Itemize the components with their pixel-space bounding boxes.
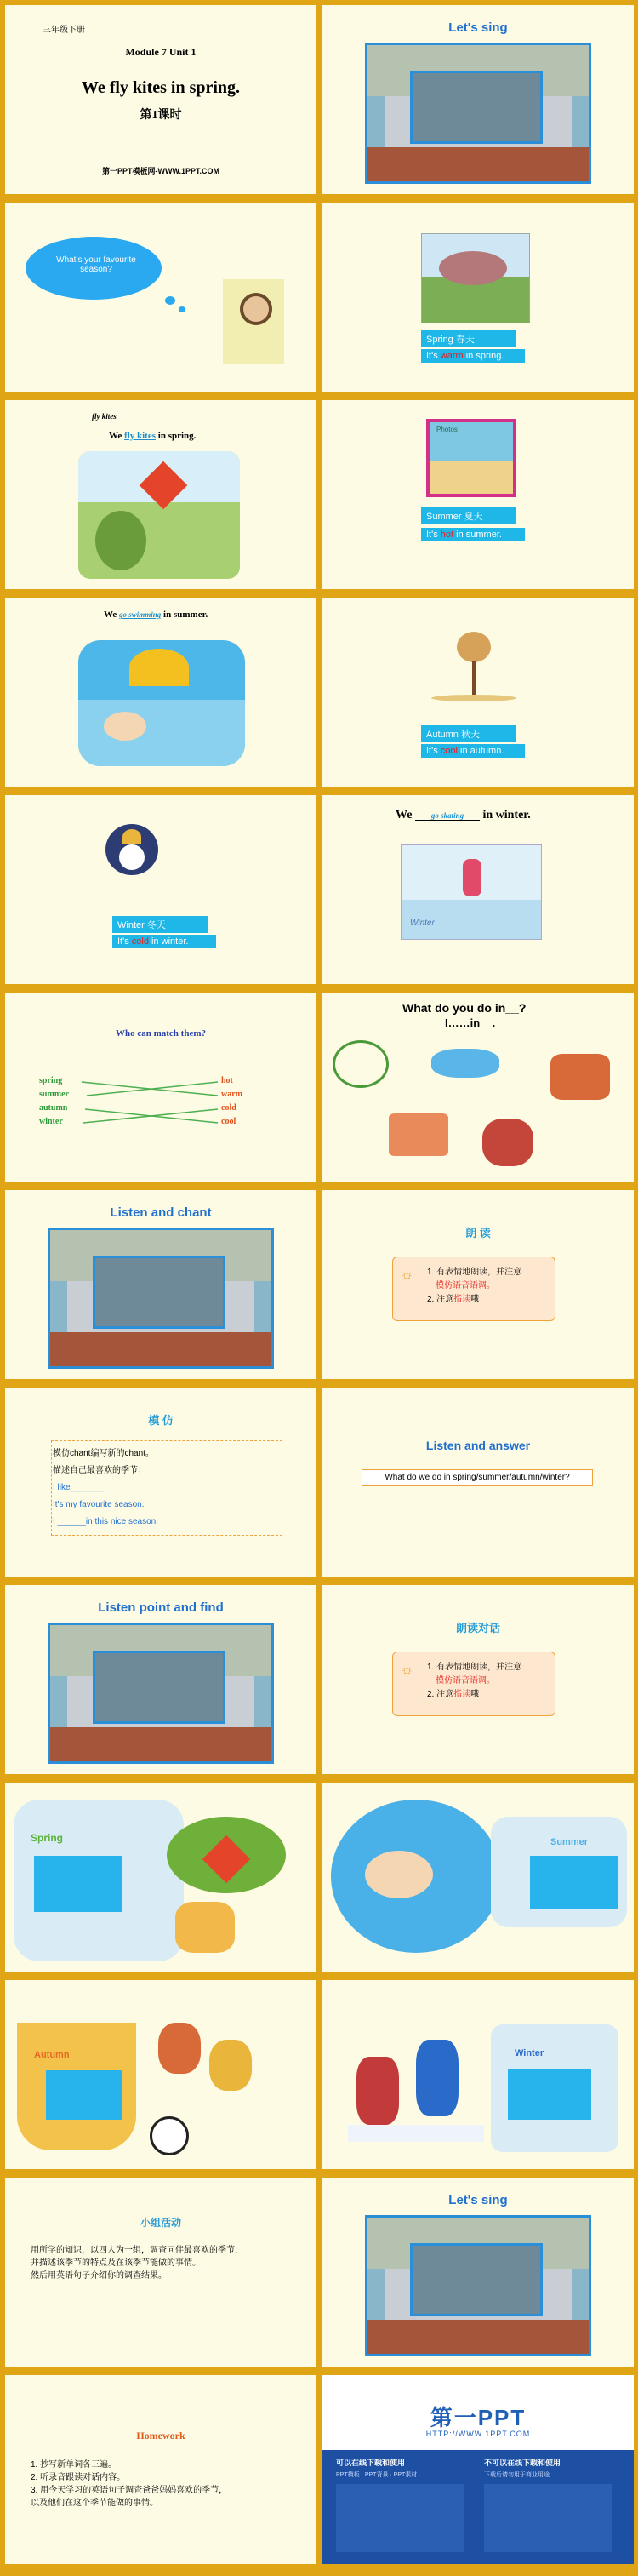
slide-listen-point-find	[5, 1585, 316, 1774]
instruction-box: ☼ 1. 有表情地朗读，并注意 模仿语音语调。 2. 注意指读哦！	[392, 1257, 555, 1321]
answer-box[interactable]	[46, 2070, 122, 2120]
slide-what-do-you-do	[322, 993, 634, 1182]
footer-link[interactable]: 第一PPT模板网-WWW.1PPT.COM	[102, 167, 219, 175]
weather-list: hot warm cold cool	[221, 1076, 242, 1126]
season-label: Autumn	[34, 2050, 70, 2060]
sentence: We go swimming in summer.	[104, 610, 208, 620]
season-label: Summer 夏天	[421, 507, 516, 524]
video-thumbnail[interactable]	[48, 1228, 274, 1369]
link-list-left[interactable]	[336, 2484, 464, 2552]
slide-go-swimming	[5, 598, 316, 787]
video-thumbnail[interactable]	[48, 1623, 274, 1764]
lightbulb-icon: ☼	[400, 1661, 414, 1678]
link-list-right[interactable]	[484, 2484, 612, 2552]
slide-title: Who can match them?	[115, 1028, 207, 1039]
summer-image: Photos	[426, 419, 516, 497]
slide-fly-kites	[5, 400, 316, 589]
slide-title: 模 仿	[148, 1414, 174, 1427]
autumn-image	[141, 2006, 277, 2159]
video-thumbnail[interactable]	[365, 43, 591, 184]
winter-image	[105, 824, 158, 875]
slide-title: Listen and chant	[110, 1205, 212, 1220]
video-thumbnail[interactable]	[365, 2215, 591, 2356]
slide-lets-sing	[322, 5, 634, 194]
lesson-label: 第1课时	[140, 109, 182, 122]
question: What do you do in__?	[402, 1001, 527, 1015]
slide-autumn-picture	[5, 1980, 316, 2169]
slide-group-activity	[5, 2178, 316, 2367]
season-label: Winter 冬天	[112, 916, 208, 933]
question-box: What do we do in spring/summer/autumn/winter?	[362, 1469, 593, 1486]
brand-url[interactable]: HTTP://WWW.1PPT.COM	[425, 2430, 531, 2438]
answer-box[interactable]	[34, 1856, 122, 1912]
season-label: Summer	[550, 1837, 589, 1847]
slide-favourite-season	[5, 203, 316, 392]
phrase-label: fly kites	[92, 412, 117, 421]
sentence: We go skating in winter.	[396, 809, 531, 821]
instruction-box: ☼ 1. 有表情地朗读，并注意 模仿语音语调。 2. 注意指读哦！	[392, 1652, 555, 1716]
answer-box[interactable]	[530, 1856, 618, 1909]
season-list: spring summer autumn winter	[39, 1076, 69, 1126]
activity-text: 用所学的知识，以四人为一组，调查同伴最喜欢的季节， 并描述该季节的特点及在该季节能做的事情。 然后用英语句子介绍你的调查结果。	[31, 2246, 243, 2281]
weather-sentence: It's cool in autumn.	[421, 744, 525, 758]
page-title: We fly kites in spring.	[81, 78, 241, 97]
brand-logo: 第一PPT	[430, 2405, 527, 2430]
sentence: We fly kites in spring.	[109, 431, 197, 441]
skating-image: Winter	[401, 844, 542, 940]
slide-lets-sing-2	[322, 2178, 634, 2367]
slide-winter	[5, 795, 316, 984]
slide-read-dialogue	[322, 1585, 634, 1774]
swimming-image	[331, 1800, 501, 1953]
autumn-image	[431, 623, 516, 708]
slide-imitate: 模 仿 模仿chant编写新的chant。 描述自己最喜欢的季节： I like_______ It's my favourite season. I ______in this nice season.	[5, 1388, 316, 1577]
season-label: Winter	[515, 2048, 544, 2058]
slide-brand	[322, 2375, 634, 2564]
season-label: Autumn 秋天	[421, 725, 516, 742]
slide-title	[5, 5, 316, 194]
slide-autumn	[322, 598, 634, 787]
activities-image	[329, 1037, 627, 1173]
slide-title: Listen and answer	[425, 1439, 531, 1452]
slide-read-aloud	[322, 1190, 634, 1379]
season-label: Spring	[31, 1832, 63, 1844]
slide-homework	[5, 2375, 316, 2564]
homework-list: 1. 抄写新单词各三遍。 2. 听录音跟读对话内容。 3. 用今天学习的英语句子调查爸爸妈妈喜欢的季节， 以及他们在这个季节能做的事情。	[31, 2460, 228, 2508]
slide-match	[5, 993, 316, 1182]
slide-listen-answer	[322, 1388, 634, 1577]
weather-sentence: It's cold in winter.	[112, 935, 216, 948]
slide-listen-chant	[5, 1190, 316, 1379]
bubble-text: What’s your favourite season?	[56, 255, 136, 274]
info-panel: 可以在线下载和使用 不可以在线下载和使用 PPT模板 · PPT背景 · PPT素材 下载后请勿用于商业用途	[322, 2450, 634, 2564]
slide-title: Let's sing	[448, 2193, 508, 2207]
slide-spring	[322, 203, 634, 392]
slide-title: 朗 读	[465, 1227, 491, 1239]
slide-title: 小组活动	[140, 2217, 181, 2229]
snowball-image	[348, 2006, 484, 2150]
weather-sentence: It's warm in spring.	[421, 349, 525, 363]
weather-sentence: It's hot in summer.	[421, 528, 525, 541]
slide-title: 朗读对话	[455, 1622, 500, 1634]
season-label: Spring 春天	[421, 330, 516, 347]
kite-image	[150, 1808, 308, 1961]
slide-title: Listen point and find	[98, 1600, 224, 1615]
kite-image	[78, 451, 240, 579]
slide-summer-picture	[322, 1783, 634, 1972]
slide-summer	[322, 400, 634, 589]
answer-pattern: I……in__.	[445, 1016, 496, 1029]
slide-go-skating	[322, 795, 634, 984]
slide-title: Homework	[136, 2430, 185, 2441]
answer-box[interactable]	[508, 2069, 591, 2120]
swimming-image	[78, 640, 245, 766]
grade-label: 三年级下册	[43, 26, 85, 35]
slide-spring-picture	[5, 1783, 316, 1972]
lightbulb-icon: ☼	[400, 1266, 414, 1283]
slide-winter-picture	[322, 1980, 634, 2169]
module-label: Module 7 Unit 1	[125, 46, 197, 58]
slide-title: Let's sing	[448, 20, 508, 35]
spring-image	[421, 233, 530, 323]
